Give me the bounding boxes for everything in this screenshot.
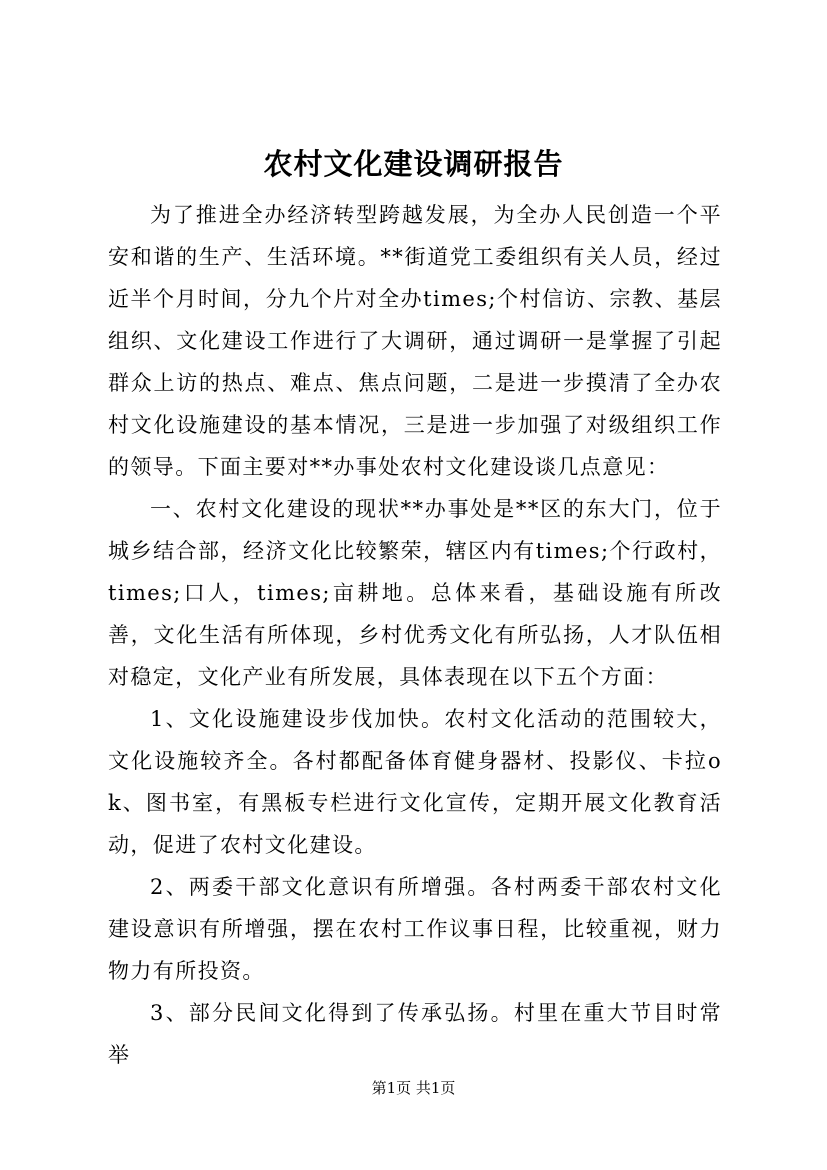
paragraph-point-1: 1、文化设施建设步伐加快。农村文化活动的范围较大，文化设施较齐全。各村都配备体育健身器材、投影仪、卡拉ok、图书室，有黑板专栏进行文化宣传，定期开展文化教育活动，促进了农村文化建设。 xyxy=(108,707,722,857)
page-footer: 第1页 共1页 xyxy=(371,1079,456,1097)
paragraph-section-1: 一、农村文化建设的现状**办事处是**区的东大门，位于城乡结合部，经济文化比较繁荣，辖区内有times;个行政村，times;口人，times;亩耕地。总体来看，基础设施有所改善，文化生活有所体现，乡村优秀文化有所弘扬，人才队伍相对稳定，文化产业有所发展，具体表现在以下五个方面： xyxy=(108,497,722,689)
paragraph-point-3: 3、部分民间文化得到了传承弘扬。村里在重大节目时常举 xyxy=(108,1001,722,1067)
document-body xyxy=(108,194,722,1076)
document-title: 农村文化建设调研报告 xyxy=(263,147,564,181)
paragraph-point-2: 2、两委干部文化意识有所增强。各村两委干部农村文化建设意识有所增强，摆在农村工作议事日程，比较重视，财力物力有所投资。 xyxy=(108,875,722,983)
paragraph-intro: 为了推进全办经济转型跨越发展，为全办人民创造一个平安和谐的生产、生活环境。**街道党工委组织有关人员，经过近半个月时间，分九个片对全办times;个村信访、宗教、基层组织、文化建设工作进行了大调研，通过调研一是掌握了引起群众上访的热点、难点、焦点问题，二是进一步摸清了全办农村文化设施建设的基本情况，三是进一步加强了对级组织工作的领导。下面主要对**办事处农村文化建设谈几点意见： xyxy=(108,203,722,479)
